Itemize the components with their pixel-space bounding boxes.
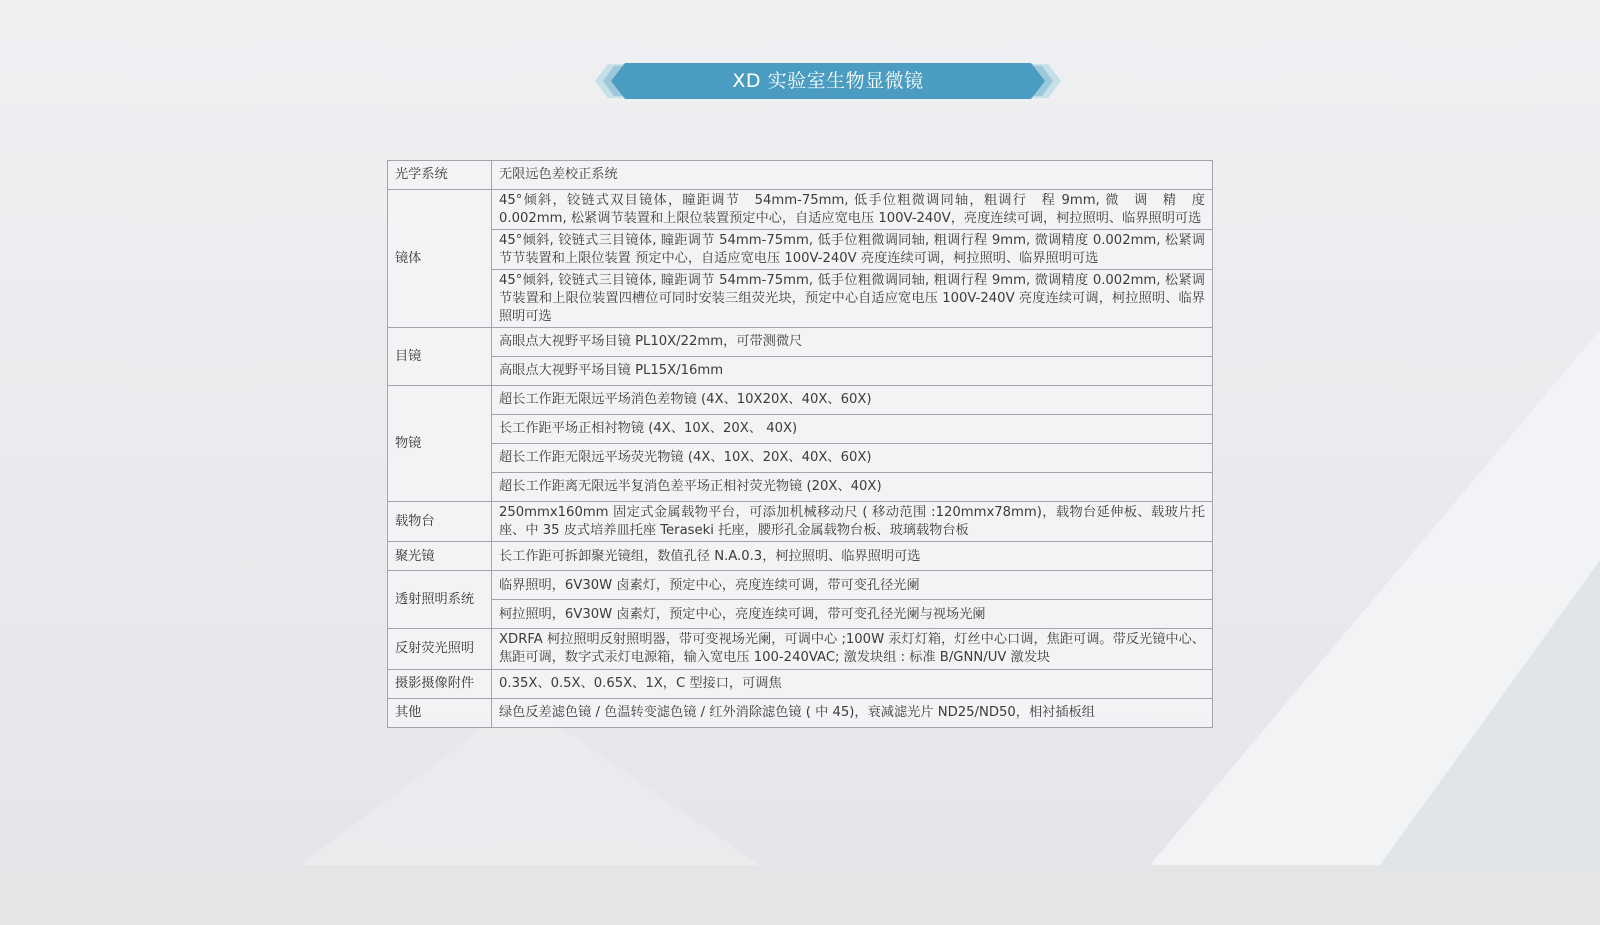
spec-category: 反射荧光照明 bbox=[388, 629, 492, 669]
spec-row bbox=[388, 473, 1213, 502]
spec-category: 光学系统 bbox=[388, 161, 492, 190]
spec-category: 透射照明系统 bbox=[388, 571, 492, 629]
spec-row bbox=[388, 230, 1213, 270]
page-footer-band bbox=[0, 865, 1600, 925]
spec-value: 45°倾斜, 铰链式三目镜体, 瞳距调节 54mm-75mm, 低手位粗微调同轴, 粗调行程 9mm, 微调精度 0.002mm, 松紧调节装置和上限位装置四槽位可同时安装三组荧光块，预定中心自适应宽电压 100V-240V 亮度连续可调，柯拉照明、临界照明可选 bbox=[492, 270, 1213, 328]
spec-category: 聚光镜 bbox=[388, 542, 492, 571]
spec-row bbox=[388, 542, 1213, 571]
spec-table bbox=[387, 160, 1213, 728]
spec-value: 250mmx160mm 固定式金属载物平台，可添加机械移动尺 ( 移动范围 :120mmx78mm)，载物台延伸板、载玻片托座、中 35 皮式培养皿托座 Teraseki 托座，腰形孔金属载物台板、玻璃载物台板 bbox=[492, 502, 1213, 542]
spec-row bbox=[388, 190, 1213, 230]
spec-value: 45°倾斜，铰链式双目镜体，瞳距调节 54mm-75mm, 低手位粗微调同轴，粗调行 程 9mm, 微 调 精 度 0.002mm, 松紧调节装置和上限位装置预定中心，自适应宽电压 100V-240V，亮度连续可调，柯拉照明、临界照明可选 bbox=[492, 190, 1213, 230]
spec-category: 物镜 bbox=[388, 386, 492, 502]
spec-row bbox=[388, 328, 1213, 357]
spec-value: 长工作距可拆卸聚光镜组，数值孔径 N.A.0.3，柯拉照明、临界照明可选 bbox=[492, 542, 1213, 571]
spec-value: 超长工作距无限远平场荧光物镜 (4X、10X、20X、40X、60X) bbox=[492, 444, 1213, 473]
spec-row bbox=[388, 600, 1213, 629]
spec-category: 镜体 bbox=[388, 190, 492, 328]
spec-value: 柯拉照明，6V30W 卤素灯，预定中心，亮度连续可调，带可变孔径光阑与视场光阑 bbox=[492, 600, 1213, 629]
spec-row bbox=[388, 444, 1213, 473]
spec-value: 超长工作距离无限远半复消色差平场正相衬荧光物镜 (20X、40X) bbox=[492, 473, 1213, 502]
spec-category: 目镜 bbox=[388, 328, 492, 386]
spec-value: 无限远色差校正系统 bbox=[492, 161, 1213, 190]
page-title: XD 实验室生物显微镜 bbox=[732, 70, 924, 92]
spec-row bbox=[388, 698, 1213, 727]
spec-value: 长工作距平场正相衬物镜 (4X、10X、20X、 40X) bbox=[492, 415, 1213, 444]
spec-row bbox=[388, 669, 1213, 698]
spec-row bbox=[388, 629, 1213, 669]
spec-value: 45°倾斜, 铰链式三目镜体, 瞳距调节 54mm-75mm, 低手位粗微调同轴, 粗调行程 9mm, 微调精度 0.002mm, 松紧调节节装置和上限位装置 预定中心，自适应宽电压 100V-240V 亮度连续可调，柯拉照明、临界照明可选 bbox=[492, 230, 1213, 270]
spec-value: 临界照明，6V30W 卤素灯，预定中心，亮度连续可调，带可变孔径光阑 bbox=[492, 571, 1213, 600]
spec-value: 高眼点大视野平场目镜 PL15X/16mm bbox=[492, 357, 1213, 386]
spec-value: XDRFA 柯拉照明反射照明器，带可变视场光阑，可调中心 ;100W 汞灯灯箱，灯丝中心口调，焦距可调。带反光镜中心、焦距可调，数字式汞灯电源箱，输入宽电压 100-240VAC; 激发块组 : 标准 B/GNN/UV 激发块 bbox=[492, 629, 1213, 669]
spec-row bbox=[388, 571, 1213, 600]
spec-row bbox=[388, 386, 1213, 415]
spec-category: 摄影摄像附件 bbox=[388, 669, 492, 698]
title-ribbon bbox=[595, 62, 1061, 100]
spec-row bbox=[388, 415, 1213, 444]
spec-value: 0.35X、0.5X、0.65X、1X，C 型接口，可调焦 bbox=[492, 669, 1213, 698]
spec-value: 高眼点大视野平场目镜 PL10X/22mm，可带测微尺 bbox=[492, 328, 1213, 357]
spec-table-body bbox=[388, 161, 1213, 728]
spec-row bbox=[388, 357, 1213, 386]
spec-row bbox=[388, 270, 1213, 328]
spec-category: 载物台 bbox=[388, 502, 492, 542]
spec-value: 超长工作距无限远平场消色差物镜 (4X、10X20X、40X、60X) bbox=[492, 386, 1213, 415]
spec-value: 绿色反差滤色镜 / 色温转变滤色镜 / 红外消除滤色镜 ( 中 45)，衰减滤光片 ND25/ND50，相衬插板组 bbox=[492, 698, 1213, 727]
spec-row bbox=[388, 161, 1213, 190]
spec-row bbox=[388, 502, 1213, 542]
spec-category: 其他 bbox=[388, 698, 492, 727]
